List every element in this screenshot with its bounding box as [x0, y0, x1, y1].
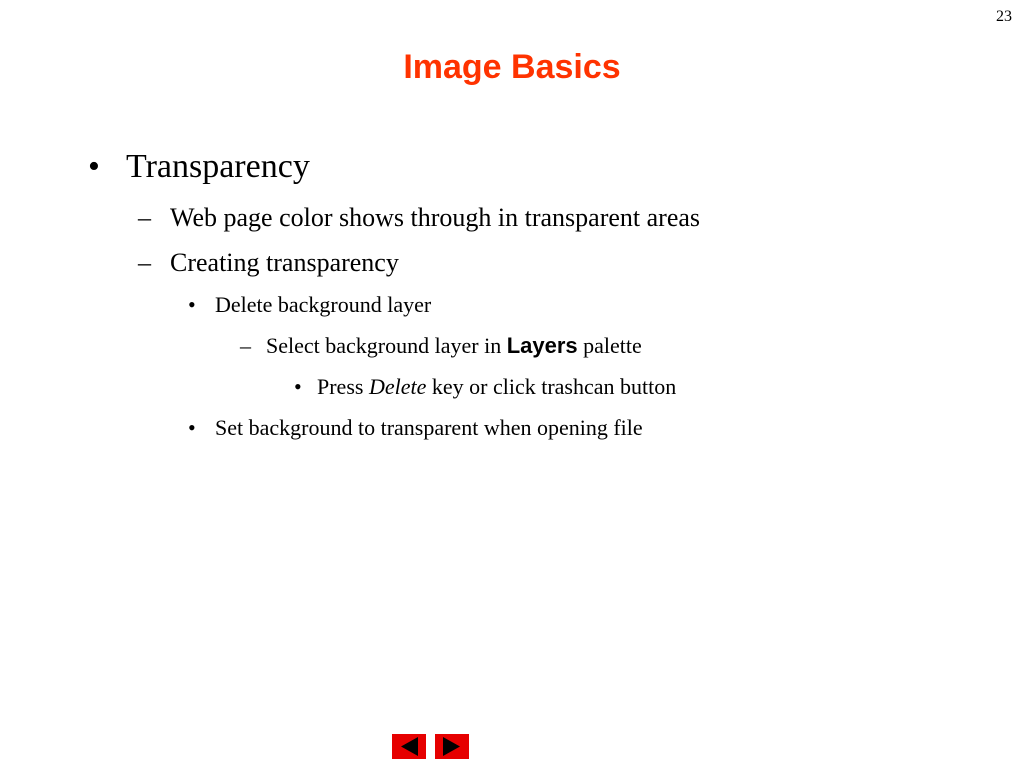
bullet-marker: • [88, 148, 100, 185]
bullet-marker: • [188, 415, 196, 440]
level4-text [266, 333, 642, 359]
previous-slide-button[interactable] [392, 734, 426, 759]
left-arrow-icon [392, 734, 426, 759]
dash-marker: – [240, 333, 251, 358]
subsubbullet-text: Delete background layer [215, 292, 432, 317]
text-segment: Press [317, 374, 369, 399]
bullet-marker: • [294, 374, 302, 399]
subbullet-text: Web page color shows through in transparent areas [170, 203, 701, 232]
text-segment: key or click trashcan button [426, 374, 677, 399]
subbullet-text: Creating transparency [170, 248, 399, 277]
bullet-text: Transparency [126, 148, 310, 185]
dash-marker: – [138, 203, 151, 232]
delete-italic-text: Delete [368, 374, 427, 399]
slide-title: Image Basics [403, 48, 621, 86]
level5-text [317, 374, 676, 400]
text-segment: palette [577, 333, 642, 358]
subsubbullet-text: Set background to transparent when opening file [215, 415, 643, 440]
text-segment: Select background layer in [266, 333, 507, 358]
next-slide-button[interactable] [435, 734, 469, 759]
page-number: 23 [996, 8, 1012, 25]
bullet-marker: • [188, 292, 196, 317]
layers-bold-text: Layers [506, 333, 578, 358]
dash-marker: – [138, 248, 151, 277]
right-arrow-icon [435, 734, 469, 759]
